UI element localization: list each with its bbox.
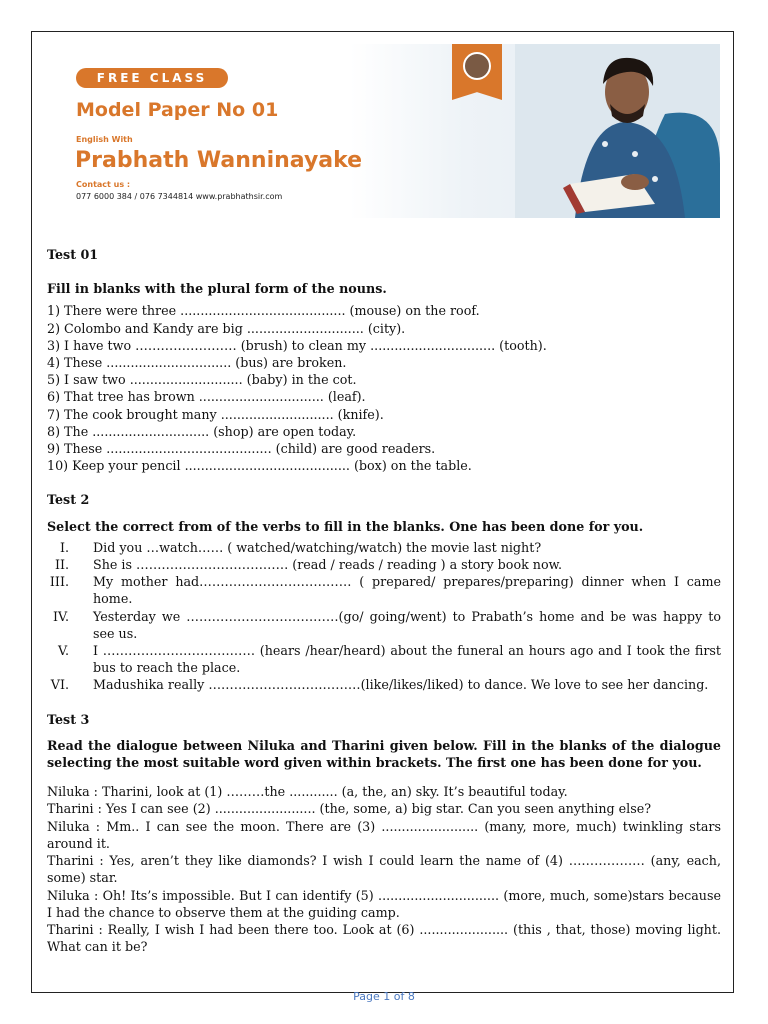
test3-instruction: Read the dialogue between Niluka and Tharini given below. Fill in the blanks of the dialogue selecting the most suitable word given within brackets. The first one has been done for you. xyxy=(47,737,721,771)
test1-item: 1) There were three ......................................... (mouse) on the roof. xyxy=(47,303,480,319)
test1-item: 7) The cook brought many ............................ (knife). xyxy=(47,406,384,422)
test2-title: Test 2 xyxy=(47,492,90,508)
test2-item: III. My mother had……………………………… ( prepared/ prepares/preparing) dinner when I came home. xyxy=(49,574,721,607)
teacher-photo xyxy=(515,44,720,218)
dialogue-line: Tharini : Really, I wish I had been there too. Look at (6) ...................... (this , that, those) moving light. What can it be? xyxy=(47,921,721,955)
test1-item: 8) The ............................. (shop) are open today. xyxy=(47,423,357,439)
test1-item: 2) Colombo and Kandy are big ............................. (city). xyxy=(47,320,406,336)
logo-badge-icon xyxy=(452,44,502,100)
test1-item: 9) These ......................................... (child) are good readers. xyxy=(47,441,436,457)
test1-instruction: Fill in blanks with the plural form of the nouns. xyxy=(47,281,387,297)
contact-line: 077 6000 384 / 076 7344814 www.prabhathsir.com xyxy=(76,192,283,201)
test1-item: 5) I saw two ............................ (baby) in the cot. xyxy=(47,372,357,388)
test2-item: I. Did you …watch…… ( watched/watching/watch) the movie last night? xyxy=(59,539,542,555)
test1-item: 6) That tree has brown ............................... (leaf). xyxy=(47,389,366,405)
free-class-pill: FREE CLASS xyxy=(76,68,228,88)
test1-item: 10) Keep your pencil ......................................... (box) on the table. xyxy=(47,458,472,474)
dialogue-line: Niluka : Tharini, look at (1) ………the ............ (a, the, an) sky. It’s beautiful today. xyxy=(47,784,568,800)
worksheet-body xyxy=(47,246,721,955)
test1-title: Test 01 xyxy=(47,247,99,262)
test2-item: V. I ……………………………… (hears /hear/heard) about the funeral an hours ago and I took the first bus to reach the place. xyxy=(58,643,721,676)
test2-item: II. She is ……………………………… (read / reads / reading ) a story book now. xyxy=(54,557,563,573)
dialogue-line: Tharini : Yes, aren’t they like diamonds? I wish I could learn the name of (4) ……………… (any, each, some) star. xyxy=(47,853,721,886)
test1-item: 3) I have two …………………… (brush) to clean my ............................... (tooth). xyxy=(47,337,547,353)
dialogue-line: Tharini : Yes I can see (2) ......................... (the, some, a) big star. Can you seen anything else? xyxy=(47,801,652,817)
contact-label: Contact us : xyxy=(76,180,131,189)
test1-item: 4) These ............................... (bus) are broken. xyxy=(47,355,347,371)
teacher-name: Prabhath Wanninayake xyxy=(75,148,363,173)
dialogue-line: Niluka : Oh! Its’s impossible. But I can identify (5) .............................. (more, much, some)stars because I had the chance to observe them at the guiding camp. xyxy=(47,887,721,920)
page-number: Page 1 of 8 xyxy=(353,990,415,1003)
test2-item: IV. Yesterday we ………………………………(go/ going/went) to Prabath’s home and be was happy to see us. xyxy=(53,608,721,641)
test3-title: Test 3 xyxy=(47,711,90,727)
banner xyxy=(47,44,720,218)
model-paper-title: Model Paper No 01 xyxy=(76,99,279,121)
test2-item: VI. Madushika really ………………………………(like/likes/liked) to dance. We love to see her dancing. xyxy=(50,677,709,693)
test2-instruction: Select the correct from of the verbs to fill in the blanks. One has been done for you. xyxy=(47,518,644,534)
dialogue-line: Niluka : Mm.. I can see the moon. There are (3) ........................ (many, more, much) twinkling stars around it. xyxy=(47,818,721,851)
english-with-label: English With xyxy=(76,135,133,144)
